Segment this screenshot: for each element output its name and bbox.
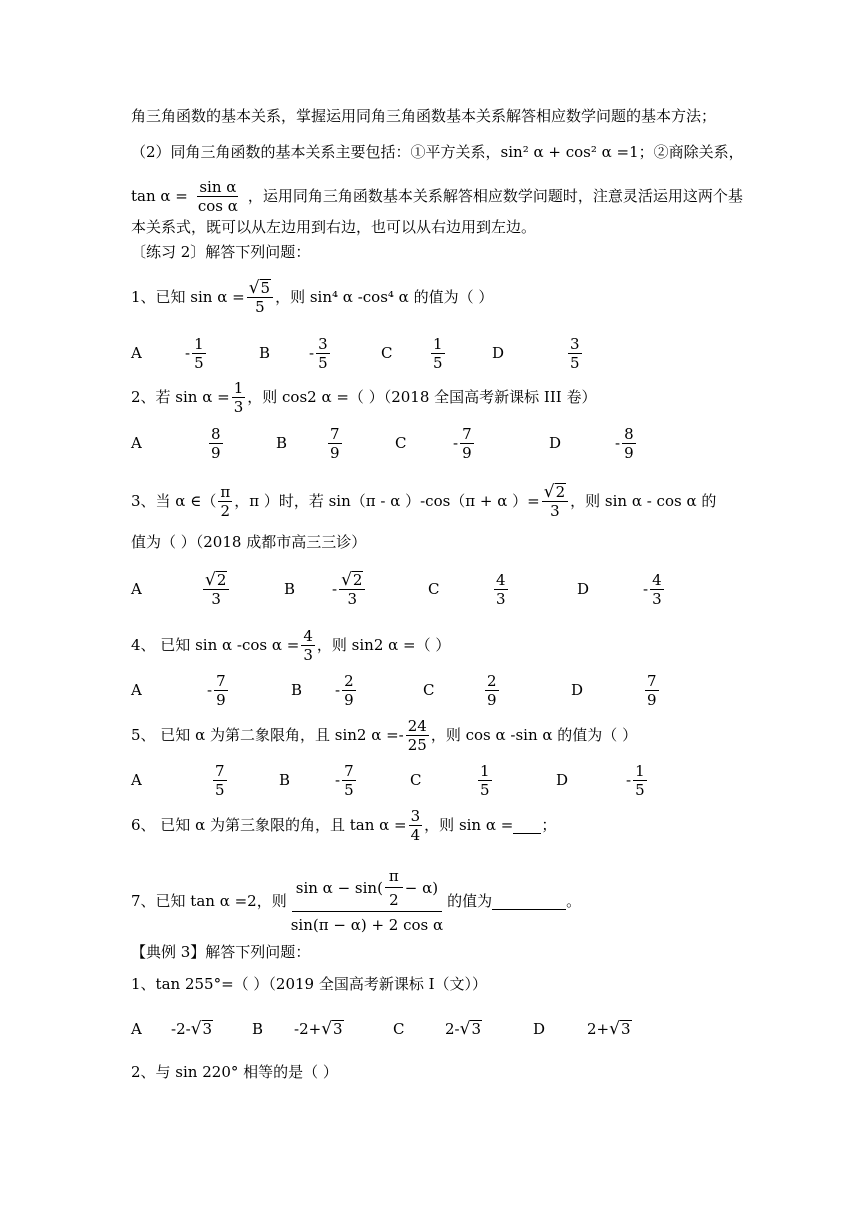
answer-blank[interactable] (513, 817, 541, 834)
option-sign: - (207, 681, 213, 699)
fraction-denominator: 9 (462, 443, 472, 462)
option-label: C (393, 1020, 405, 1038)
option-label: A (131, 434, 142, 452)
option-a[interactable] (131, 330, 208, 376)
option-label: C (428, 580, 440, 598)
fraction-denominator: 3 (211, 589, 221, 608)
option-fraction (568, 335, 582, 372)
option-c[interactable] (381, 330, 447, 376)
fraction-denominator: 9 (487, 690, 497, 709)
option-fraction (478, 762, 492, 799)
q5-stem-a: 5、 已知 α 为第二象限角，且 sin2 α =- (131, 726, 404, 744)
q6-stem-c: ； (541, 816, 557, 834)
q3-line-2: 值为（ ）（2018 成都市高三三诊） (131, 533, 367, 551)
q5-stem-b: ，则 cos α -sin α 的值为（ ） (430, 726, 638, 744)
square-relation: sin² α + cos² α =1；②商除关系， (500, 143, 744, 161)
fraction-numerator: 1 (480, 761, 490, 780)
fraction-denominator: 5 (255, 297, 265, 316)
option-label: A (131, 1020, 142, 1038)
option-fraction (339, 571, 365, 608)
q4-stem-b: ，则 sin2 α =（ ） (316, 636, 451, 654)
option-label: B (284, 580, 296, 598)
option-label: D (571, 681, 584, 699)
option-a[interactable] (131, 667, 230, 713)
fraction-numerator: 2 (487, 671, 497, 690)
option-b[interactable] (276, 420, 344, 466)
fraction-numerator: π (385, 867, 403, 888)
radicand: 3 (333, 1020, 343, 1038)
option-d[interactable] (577, 566, 666, 612)
fraction-denominator: 3 (303, 645, 313, 664)
question-1 (131, 274, 740, 320)
q6-stem-a: 6、 已知 α 为第三象限的角，且 tan α = (131, 816, 407, 834)
fraction-denominator: 5 (570, 353, 580, 372)
fraction-numerator: 7 (216, 671, 226, 690)
option-fraction (192, 335, 206, 372)
example-3-question-2: 2、与 sin 220° 相等的是（ ） (131, 1063, 338, 1081)
radicand: 3 (620, 1020, 631, 1038)
question-2 (131, 374, 740, 420)
option-prefix: -2+ (294, 1020, 322, 1038)
example-3-question-1: 1、tan 255°=（ ）（2019 全国高考新课标 I（文）） (131, 975, 488, 993)
fraction-numerator: 4 (496, 570, 506, 589)
option-label: B (291, 681, 303, 699)
fraction-numerator: 3 (410, 806, 421, 825)
fraction-numerator: 7 (330, 424, 340, 443)
fraction-numerator: √ 2 (339, 571, 365, 590)
fraction-numerator: 7 (215, 761, 225, 780)
option-sign: - (453, 434, 459, 452)
q7-fraction (287, 867, 447, 935)
fraction-numerator: 1 (635, 761, 645, 780)
option-label: C (423, 681, 435, 699)
fraction-denominator: 2 (220, 501, 231, 520)
q7-num-b: − α) (404, 879, 439, 897)
q7-stem-b: 的值为 (447, 892, 493, 910)
option-fraction (485, 672, 499, 709)
option-label: A (131, 344, 142, 362)
radicand: 3 (202, 1020, 213, 1038)
question-4 (131, 622, 740, 668)
q1-options (131, 330, 751, 376)
option-label: D (577, 580, 590, 598)
fraction-numerator: 7 (344, 761, 354, 780)
fraction-numerator: π (220, 482, 231, 501)
fraction-denominator: 9 (344, 690, 354, 709)
option-a[interactable] (131, 566, 231, 612)
q4-fraction (301, 627, 315, 664)
option-label: C (381, 344, 393, 362)
fraction-numerator: sin α (199, 177, 237, 196)
fraction-numerator: 8 (211, 424, 221, 443)
radicand: 2 (352, 570, 363, 589)
option-label: D (533, 1020, 546, 1038)
question-6 (131, 802, 740, 848)
q6-stem-b: ，则 sin α = (424, 816, 514, 834)
option-c[interactable] (395, 420, 476, 466)
fraction-denominator: 9 (216, 690, 226, 709)
q1-stem-b: ，则 sin⁴ α -cos⁴ α 的值为（ ） (275, 288, 494, 306)
fraction-denominator: 3 (233, 397, 244, 416)
q2-options (131, 420, 751, 466)
q3-value-fraction (542, 483, 568, 520)
option-fraction (213, 762, 227, 799)
fraction-numerator (292, 867, 442, 912)
option-label: D (492, 344, 505, 362)
tan-label: tan α = (131, 187, 188, 205)
option-c[interactable] (410, 757, 494, 803)
q3-options (131, 566, 751, 612)
option-fraction (633, 762, 647, 799)
option-sign: - (626, 771, 632, 789)
fraction-denominator: sin(π − α) + 2 cos α (290, 916, 444, 934)
option-fraction (209, 425, 223, 462)
answer-blank[interactable] (492, 893, 566, 910)
fraction-denominator: 5 (480, 780, 490, 799)
radicand: 2 (555, 482, 566, 501)
q3-pi-fraction (218, 483, 232, 520)
intro-line-1: 角三角函数的基本关系，掌握运用同角三角函数基本关系解答相应数学问题的基本方法； (131, 107, 717, 125)
option-a[interactable]: A -2- √ 3 (131, 1019, 213, 1039)
radicand: 5 (260, 278, 271, 297)
fraction-numerator: 8 (624, 424, 634, 443)
option-b[interactable] (259, 330, 332, 376)
option-label: B (279, 771, 291, 789)
fraction-numerator: 1 (233, 378, 244, 397)
question-5 (131, 712, 740, 758)
fraction-numerator: 3 (570, 334, 580, 353)
fraction-numerator: √ 5 (247, 279, 273, 298)
option-fraction (460, 425, 474, 462)
option-label: B (259, 344, 271, 362)
fraction-denominator: 5 (433, 353, 443, 372)
q7-stem-c: 。 (566, 892, 582, 910)
fraction-numerator: 24 (407, 716, 427, 735)
option-d[interactable] (549, 420, 638, 466)
option-prefix: 2- (445, 1020, 460, 1038)
option-d[interactable]: D 2+ √ 3 (533, 1019, 631, 1039)
fraction-numerator: 7 (647, 671, 657, 690)
option-fraction (622, 425, 636, 462)
option-fraction (328, 425, 342, 462)
fraction-numerator: √ 2 (542, 483, 568, 502)
option-fraction (494, 571, 508, 608)
q5-options (131, 757, 751, 803)
fraction-denominator: 9 (330, 443, 340, 462)
option-d[interactable] (556, 757, 649, 803)
option-fraction (645, 672, 659, 709)
intro-line-2-text: （2）同角三角函数的基本关系主要包括：①平方关系， (131, 143, 501, 161)
option-sign: - (332, 580, 338, 598)
q1-fraction (247, 279, 273, 316)
example-3-heading: 【典例 3】解答下列问题： (131, 943, 311, 961)
quotient-fraction (196, 178, 240, 215)
option-fraction (431, 335, 445, 372)
q3-stem-a: 3、当 α ∈（ (131, 492, 217, 510)
option-b[interactable] (291, 667, 358, 713)
option-label: D (549, 434, 562, 452)
option-fraction (650, 571, 664, 608)
q1-stem-a: 1、已知 sin α = (131, 288, 245, 306)
option-fraction (316, 335, 330, 372)
option-label: D (556, 771, 569, 789)
fraction-denominator: 3 (550, 501, 560, 520)
fraction-numerator: 1 (194, 334, 204, 353)
option-prefix: 2+ (587, 1020, 610, 1038)
fraction-denominator: 3 (496, 589, 506, 608)
question-7 (131, 866, 740, 936)
q7-num-a: sin α − sin( (295, 879, 383, 897)
option-sign: - (335, 681, 341, 699)
fraction-numerator: 4 (652, 570, 662, 589)
q3-stem-c: ，则 sin α - cos α 的 (570, 492, 717, 510)
fraction-numerator: √ 2 (203, 571, 229, 590)
option-sign: - (309, 344, 315, 362)
option-fraction (203, 571, 229, 608)
option-sign: - (185, 344, 191, 362)
option-sign: - (615, 434, 621, 452)
intro-line-2 (131, 142, 744, 162)
example-3-q1-options (131, 1006, 751, 1052)
fraction-denominator: 5 (194, 353, 204, 372)
fraction-denominator: 5 (635, 780, 645, 799)
option-b[interactable]: B -2+ √ 3 (252, 1019, 343, 1039)
fraction-denominator: 5 (318, 353, 328, 372)
q2-fraction (232, 379, 246, 416)
fraction-denominator: 3 (347, 589, 358, 608)
option-label: B (276, 434, 288, 452)
option-c[interactable] (423, 667, 501, 713)
fraction-denominator: 9 (624, 443, 634, 462)
option-fraction (214, 672, 228, 709)
radicand: 3 (471, 1020, 482, 1038)
q2-stem-b: ，则 cos2 α =（ ）（2018 全国高考新课标 III 卷） (247, 388, 597, 406)
q7-pi-fraction (385, 867, 403, 909)
q3-stem-b: ，π ）时，若 sin（π - α ）-cos（π + α ）= (234, 492, 540, 510)
option-sign: - (335, 771, 341, 789)
option-a[interactable] (131, 757, 229, 803)
option-fraction (342, 672, 356, 709)
q4-stem-a: 4、 已知 sin α -cos α = (131, 636, 300, 654)
option-b[interactable] (279, 757, 358, 803)
radicand: 2 (216, 570, 227, 589)
q4-options (131, 667, 751, 713)
option-c[interactable] (428, 566, 510, 612)
q2-stem-a: 2、若 sin α = (131, 388, 230, 406)
option-d[interactable] (492, 330, 584, 376)
fraction-denominator: 9 (211, 443, 221, 462)
option-label: C (410, 771, 422, 789)
fraction-numerator: 4 (303, 626, 313, 645)
intro-line-3-text: ，运用同角三角函数基本关系解答相应数学问题时，注意灵活运用这两个基 (247, 187, 743, 205)
fraction-denominator: 9 (647, 690, 657, 709)
option-c[interactable]: C 2- √ 3 (393, 1019, 482, 1039)
fraction-denominator: 3 (652, 589, 662, 608)
q7-stem-a: 7、已知 tan α =2，则 (131, 892, 287, 910)
option-d[interactable] (571, 667, 661, 713)
option-a[interactable] (131, 420, 225, 466)
option-label: A (131, 771, 142, 789)
option-fraction (342, 762, 356, 799)
option-label: A (131, 580, 142, 598)
fraction-denominator: 25 (407, 735, 427, 754)
q6-fraction (409, 807, 423, 844)
practice-heading: 〔练习 2〕解答下列问题： (131, 243, 311, 261)
option-sign: - (643, 580, 649, 598)
question-3 (131, 478, 740, 524)
fraction-numerator: 3 (318, 334, 328, 353)
fraction-numerator: 2 (344, 671, 354, 690)
intro-line-4: 本关系式，既可以从左边用到右边，也可以从右边用到左边。 (131, 218, 537, 236)
option-label: A (131, 681, 142, 699)
option-label: B (252, 1020, 264, 1038)
option-b[interactable] (284, 566, 367, 612)
intro-line-3 (131, 174, 743, 218)
fraction-denominator: 5 (215, 780, 225, 799)
fraction-numerator: 1 (433, 334, 443, 353)
q5-fraction (406, 717, 429, 754)
option-label: C (395, 434, 407, 452)
fraction-denominator: 5 (344, 780, 354, 799)
fraction-denominator: 4 (410, 825, 421, 844)
fraction-numerator: 7 (462, 424, 472, 443)
fraction-denominator: cos α (197, 196, 238, 215)
option-prefix: -2- (171, 1020, 191, 1038)
fraction-denominator: 2 (389, 891, 399, 909)
